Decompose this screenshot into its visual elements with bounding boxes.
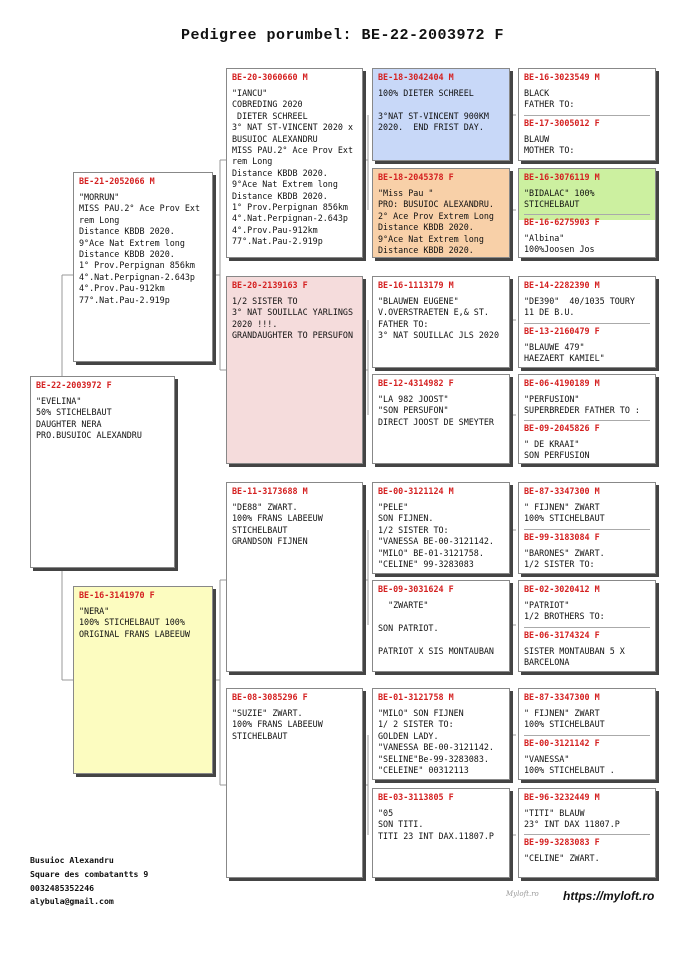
gggp-pair-card [518,276,656,368]
great-grandparent-card [372,788,510,878]
gggp-pair-card [518,68,656,161]
ring-number: BE-87-3347300 M [524,692,600,702]
pigeon-description: "LA 982 JOOST" "SON PERSUFON" DIRECT JOOST DE SMEYTER [378,394,494,427]
ring-number: BE-14-2282390 M [524,280,600,290]
pigeon-description: "CELINE" ZWART. [524,853,600,863]
owner-phone: 0032485352246 [30,882,95,893]
great-grandparent-card [372,68,510,161]
gggp-sire [519,689,655,734]
ring-number: BE-08-3085296 F [232,692,308,702]
owner-contact [30,854,148,909]
gggp-pair-card [518,688,656,780]
pigeon-description: "Albina" 100%Joosen Jos [524,233,595,255]
ring-number: BE-21-2052066 M [79,176,155,186]
gggp-sire [519,483,655,528]
dam-card [73,586,213,774]
pigeon-description: BLAUW MOTHER TO: [524,134,575,156]
grandparent-card [226,68,363,258]
gggp-pair-card [518,482,656,574]
ring-number: BE-16-1113179 M [378,280,454,290]
website-link[interactable]: https://myloft.ro [563,889,655,903]
pigeon-description: "VANESSA" 100% STICHELBAUT . [524,754,615,776]
ring-number: BE-00-3121124 M [378,486,454,496]
pigeon-description: "BLAUWE 479" HAEZAERT KAMIEL" [524,342,605,364]
ring-number: BE-16-3023549 M [524,72,600,82]
ring-number: BE-16-3141970 F [79,590,155,600]
ring-number: BE-96-3232449 M [524,792,600,802]
ring-number: BE-18-3042404 M [378,72,454,82]
pigeon-description: "ZWARTE" SON PATRIOT. PATRIOT X SIS MONTAUBAN [378,600,494,656]
grandparent-card [226,482,363,672]
pigeon-description: " FIJNEN" ZWART 100% STICHELBAUT [524,708,605,730]
pigeon-description: " DE KRAAI" SON PERFUSION [524,439,590,461]
gggp-sire [519,789,655,834]
great-grandparent-card [372,482,510,574]
ring-number: BE-11-3173688 M [232,486,308,496]
pigeon-description: 1/2 SISTER TO 3° NAT SOUILLAC YARLINGS 2020 !!!. GRANDAUGHTER TO PERSUFON [232,296,354,341]
gggp-pair-card [518,168,656,258]
page-title: Pedigree porumbel: BE-22-2003972 F [180,27,505,44]
ring-number: BE-17-3005012 F [524,118,600,128]
gggp-pair-card [518,580,656,672]
pigeon-description: "Miss Pau " PRO: BUSUIOC ALEXANDRU. 2° Ace Prov Extrem Long Distance KBDB 2020. 9°Ace Nat Extrem long Distance KBDB 2020. [378,188,494,256]
ring-number: BE-99-3283083 F [524,837,600,847]
ring-number: BE-99-3183084 F [524,532,600,542]
ring-number: BE-20-3060660 M [232,72,308,82]
gggp-sire [519,69,655,114]
gggp-sire [519,277,655,322]
gggp-dam [519,323,655,368]
pigeon-description: "NERA" 100% STICHELBAUT 100% ORIGINAL FRANS LABEEUW [79,606,190,639]
ring-number: BE-12-4314982 F [378,378,454,388]
pigeon-description: "TITI" BLAUW 23° INT DAX 11807.P [524,808,620,830]
ring-number: BE-13-2160479 F [524,326,600,336]
great-grandparent-card [372,580,510,672]
pigeon-description: "DE88" ZWART. 100% FRANS LABEEUW STICHELBAUT GRANDSON FIJNEN [232,502,323,547]
pigeon-description: SISTER MONTAUBAN 5 X BARCELONA [524,646,625,668]
great-grandparent-card [372,168,510,258]
pigeon-description: "IANCU" COBREDING 2020 DIETER SCHREEL 3° NAT ST-VINCENT 2020 x BUSUIOC ALEXANDRU MISS PAU.2° Ace Prov Ext rem Long Distance KBDB 2020. 9°Ace Nat Extrem long Distance KBDB 2020. 1° Prov.Perpignan 856km 4°.Nat.Perpignan-2.643p 4°.Prov.Pau-912km 77°.Nat.Pau-2.919p [232,88,354,247]
gggp-sire [519,169,655,220]
ring-number: BE-22-2003972 F [36,380,112,390]
gggp-sire [519,581,655,626]
owner-address: Square des combatantts 9 [30,868,149,879]
pigeon-description: "PELE" SON FIJNEN. 1/2 SISTER TO: "VANESSA BE-00-3121142. "MILO" BE-01-3121758. "CELINE" 99-3283083 [378,502,494,570]
grandparent-card [226,688,363,878]
gggp-dam [519,420,655,464]
ring-number: BE-09-2045826 F [524,423,600,433]
pigeon-description: "PERFUSION" SUPERBREDER FATHER TO : [524,394,640,416]
ring-number: BE-00-3121142 F [524,738,600,748]
great-grandparent-card [372,688,510,780]
subject-card [30,376,175,568]
great-grandparent-card [372,276,510,368]
ring-number: BE-09-3031624 F [378,584,454,594]
ring-number: BE-01-3121758 M [378,692,454,702]
gggp-dam [519,834,655,867]
pigeon-description: "BLAUWEN EUGENE" V.OVERSTRAETEN E,& ST. FATHER TO: 3° NAT SOUILLAC JLS 2020 [378,296,500,341]
pigeon-description: "MILO" SON FIJNEN 1/ 2 SISTER TO: GOLDEN LADY. "VANESSA BE-00-3121142. "SELINE"Be-99-3283083. "CELEINE" 00312113 [378,708,494,776]
grandparent-card [226,276,363,464]
pigeon-description: " FIJNEN" ZWART 100% STICHELBAUT [524,502,605,524]
pigeon-description: "BARONES" ZWART. 1/2 SISTER TO: [524,548,605,570]
gggp-sire [519,375,655,420]
pigeon-description: "EVELINA" 50% STICHELBAUT DAUGHTER NERA PRO.BUSUIOC ALEXANDRU [36,396,142,441]
pigeon-description: "SUZIE" ZWART. 100% FRANS LABEEUW STICHELBAUT [232,708,323,741]
ring-number: BE-18-2045378 F [378,172,454,182]
ring-number: BE-02-3020412 M [524,584,600,594]
ring-number: BE-16-6275903 F [524,217,600,227]
ring-number: BE-16-3076119 M [524,172,600,182]
gggp-dam [519,627,655,672]
pigeon-description: BLACK FATHER TO: [524,88,575,110]
ring-number: BE-87-3347300 M [524,486,600,496]
owner-email: alybula@gmail.com [30,896,114,907]
great-grandparent-card [372,374,510,464]
owner-name: Busuioc Alexandru [30,855,114,865]
pigeon-description: "05 SON TITI. TITI 23 INT DAX.11807.P [378,808,494,841]
gggp-dam [519,115,655,160]
ring-number: BE-06-4190189 M [524,378,600,388]
pigeon-description: "PATRIOT" 1/2 BROTHERS TO: [524,600,605,622]
pigeon-description: 100% DIETER SCHREEL 3°NAT ST-VINCENT 900KM 2020. END FRIST DAY. [378,88,489,133]
gggp-pair-card [518,374,656,464]
ring-number: BE-03-3113805 F [378,792,454,802]
gggp-pair-card [518,788,656,878]
gggp-dam [519,214,655,258]
pigeon-description: "BIDALAC" 100% STICHELBAUT [524,188,595,210]
pigeon-description: "DE390" 40/1035 TOURY 11 DE B.U. [524,296,635,318]
myloft-logo: Myloft.ro [506,890,539,898]
ring-number: BE-06-3174324 F [524,630,600,640]
gggp-dam [519,529,655,574]
sire-card [73,172,213,362]
ring-number: BE-20-2139163 F [232,280,308,290]
pigeon-description: "MORRUN" MISS PAU.2° Ace Prov Ext rem Long Distance KBDB 2020. 9°Ace Nat Extrem long Distance KBDB 2020. 1° Prov.Perpignan 856km 4°.Nat.Perpignan-2.643p 4°.Prov.Pau-912km 77°.Nat.Pau-2.919p [79,192,201,305]
gggp-dam [519,735,655,780]
